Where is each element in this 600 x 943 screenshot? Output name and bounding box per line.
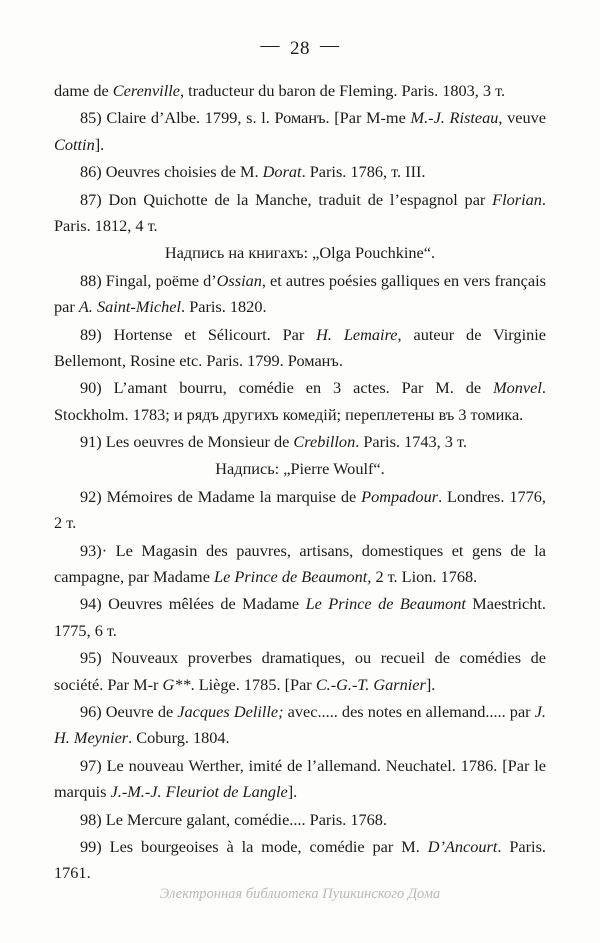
entry-89-run-0: 89) Hortense et Sélicourt. Par xyxy=(80,324,317,344)
entry-93-run-0: 93)· Le Magasin des pauvres, artisans, domestiques et gens de la campagne, par Madame xyxy=(54,540,546,587)
entry-95 xyxy=(54,645,546,698)
entry-88-run-1: Ossian xyxy=(216,270,262,290)
entry-93-run-1: Le Prince de Beaumont, xyxy=(214,567,372,587)
entry-90-run-1: Monvel xyxy=(493,378,542,398)
entry-88-run-3: A. Saint-Michel xyxy=(78,297,182,317)
entry-94-run-0: 94) Oeuvres mêlées de Madame xyxy=(80,594,306,614)
entry-95-run-2: . Liège. 1785. [Par xyxy=(190,674,316,694)
note-olga-pouchkine xyxy=(54,240,546,266)
entry-98 xyxy=(54,807,546,833)
page-number-dash-left: — xyxy=(260,35,280,56)
entry-87-run-2: . Paris. 1812, 4 т. xyxy=(54,189,546,235)
entry-85-run-4: ]. xyxy=(94,134,105,154)
entry-92-run-2: . Londres. 1776, 2 т. xyxy=(54,486,546,533)
entry-94 xyxy=(54,591,546,644)
entry-94-run-1: Le Prince de Beaumont xyxy=(305,594,466,614)
entry-continuation-run-0: dame de xyxy=(54,81,113,100)
entry-99-run-1: D’Ancourt xyxy=(427,836,498,856)
entry-85-run-0: 85) Claire d’Albe. 1799, s. l. Романъ. [Par M-me xyxy=(80,108,411,128)
entry-90-run-0: 90) L’amant bourru, comédie en 3 actes. Par M. de xyxy=(80,378,494,398)
note-pierre-woulf-run-0: Надпись: „Pierre Woulf“. xyxy=(215,459,385,479)
entry-99-run-0: 99) Les bourgeoises à la mode, comédie par M. xyxy=(80,836,428,856)
entry-89-run-1: H. Lemaire xyxy=(316,324,398,344)
entry-89 xyxy=(54,322,546,375)
page-number-value: 28 xyxy=(290,38,310,59)
entry-92 xyxy=(54,484,546,537)
entry-97-run-1: J.-M.-J. Fleuriot de Langle xyxy=(110,782,288,802)
entry-96-run-4: . Coburg. 1804. xyxy=(128,728,230,748)
page-number-dash-right: — xyxy=(320,35,340,56)
entry-99 xyxy=(54,834,546,887)
entry-95-run-0: 95) Nouveaux proverbes dramatiques, ou recueil de comédies de société. Par M-r xyxy=(54,648,546,694)
entry-91-run-1: Crebillon xyxy=(293,432,356,452)
page-number xyxy=(0,35,600,60)
library-watermark: Электронная библиотека Пушкинского Дома xyxy=(159,886,441,902)
entry-88-run-4: . Paris. 1820. xyxy=(181,297,267,317)
note-pierre-woulf xyxy=(54,456,546,482)
entry-95-run-1: G** xyxy=(162,674,191,694)
entry-87 xyxy=(54,187,546,240)
entry-85-run-3: Cottin xyxy=(54,134,95,154)
entry-87-run-1: Florian xyxy=(492,189,542,209)
entry-94-run-2: Maestricht. 1775, 6 т. xyxy=(54,594,546,640)
note-olga-pouchkine-run-0: Надпись на книгахъ: „Olga Pouchkine“. xyxy=(164,243,436,263)
entry-85-run-2: , veuve xyxy=(498,108,547,128)
entry-99-run-2: . Paris. 1761. xyxy=(54,836,546,883)
entry-continuation xyxy=(54,78,546,104)
entry-87-run-0: 87) Don Quichotte de la Manche, traduit de l’espagnol par xyxy=(80,189,493,209)
entry-96-run-3: J. H. Meynier xyxy=(54,701,546,748)
entry-85-run-1: M.-J. Risteau xyxy=(410,108,499,128)
entry-91-run-0: 91) Les oeuvres de Monsieur de xyxy=(80,432,294,452)
entry-97 xyxy=(54,753,546,806)
entry-91 xyxy=(54,429,546,455)
entry-92-run-1: Pompadour xyxy=(361,486,439,506)
entry-continuation-run-1: Cerenville xyxy=(112,81,180,100)
entry-95-run-4: ]. xyxy=(425,674,436,694)
entry-88 xyxy=(54,268,546,321)
entry-96-run-0: 96) Oeuvre de xyxy=(80,701,178,721)
body-text xyxy=(54,78,546,888)
entry-continuation-run-2: , traducteur du baron de Fleming. Paris. 1803, 3 т. xyxy=(179,81,506,100)
entry-86-run-2: . Paris. 1786, т. III. xyxy=(301,162,426,182)
entry-86 xyxy=(54,159,546,185)
entry-98-run-0: 98) Le Mercure galant, comédie.... Paris. 1768. xyxy=(80,809,387,829)
entry-93 xyxy=(54,538,546,591)
entry-95-run-3: C.-G.-T. Garnier xyxy=(315,674,426,694)
entry-91-run-2: . Paris. 1743, 3 т. xyxy=(355,432,467,452)
entry-97-run-0: 97) Le nouveau Werther, imité de l’allemand. Neuchatel. 1786. [Par le marquis xyxy=(54,755,546,802)
entry-86-run-1: Dorat xyxy=(262,162,302,182)
entry-96 xyxy=(54,699,546,752)
entry-90 xyxy=(54,375,546,428)
entry-96-run-2: avec..... des notes en allemand..... par xyxy=(283,701,535,721)
entry-85 xyxy=(54,105,546,158)
entry-90-run-2: . Stockholm. 1783; и рядъ другихъ комедій; переплетены въ 3 томика. xyxy=(54,378,546,424)
entry-93-run-2: 2 т. Lion. 1768. xyxy=(371,567,478,587)
entry-88-run-0: 88) Fingal, poëme d’ xyxy=(80,270,217,290)
entry-86-run-0: 86) Oeuvres choisies de M. xyxy=(80,162,263,182)
entry-88-run-2: , et autres poésies galliques en vers français par xyxy=(54,270,546,317)
entry-89-run-2: , auteur de Virginie Bellemont, Rosine etc. Paris. 1799. Романъ. xyxy=(54,324,546,370)
entry-96-run-1: Jacques Delille; xyxy=(177,701,284,721)
entry-97-run-2: ]. xyxy=(287,782,298,802)
entry-92-run-0: 92) Mémoires de Madame la marquise de xyxy=(80,486,362,506)
